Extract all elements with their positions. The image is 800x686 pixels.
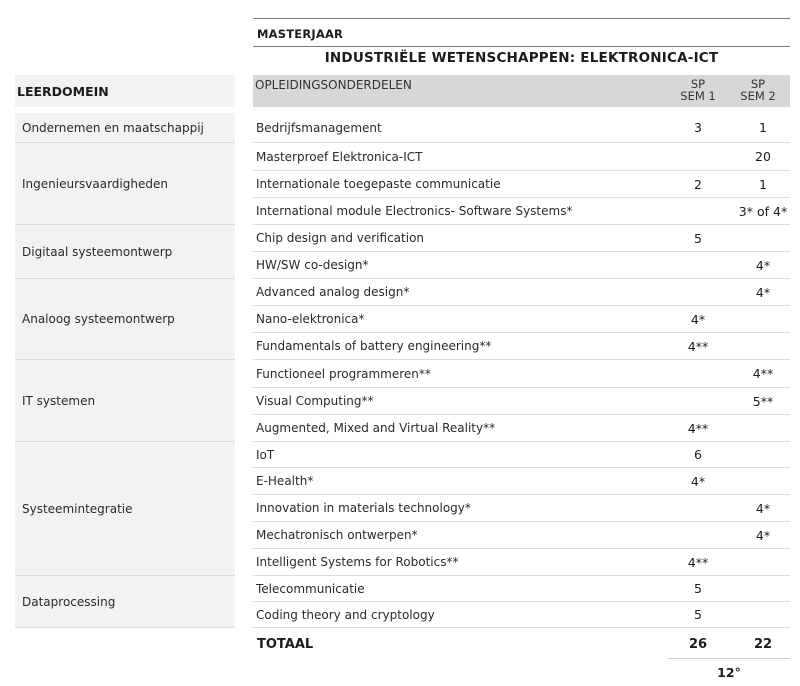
sem1-column-header (668, 78, 728, 102)
course-column-header (253, 75, 790, 107)
program-title: INDUSTRIËLE WETENSCHAPPEN: ELEKTRONICA-ICT (324, 50, 719, 66)
total-extra: 12° (717, 665, 741, 680)
table-row (253, 360, 790, 388)
table-row (253, 415, 790, 442)
sem2-value: 4* (755, 257, 771, 273)
domain-cell (15, 225, 235, 279)
sem1-value: 5 (694, 230, 702, 246)
sem2-value (733, 576, 793, 601)
course-name: Bedrijfsmanagement (256, 120, 382, 135)
domain-cell (15, 143, 235, 225)
year-rule (253, 46, 790, 47)
sem2-value: 4* (755, 527, 771, 543)
sem2-value (733, 468, 793, 494)
sem1-value: 4* (690, 311, 706, 327)
table-row (253, 113, 790, 143)
course-name: IoT (256, 447, 275, 462)
sem2-value: 4** (752, 366, 774, 381)
course-name: Coding theory and cryptology (256, 607, 435, 622)
domain-label: Digitaal systeemontwerp (22, 244, 173, 259)
sem2-value: 5** (752, 393, 774, 409)
course-name: Fundamentals of battery engineering** (256, 339, 492, 353)
sem2-value: 4* (755, 284, 771, 300)
sem1-value: 4** (687, 554, 709, 570)
domain-label: Analoog systeemontwerp (22, 312, 175, 326)
sem1-value: 6 (694, 447, 702, 462)
sem1-value (673, 143, 723, 170)
sem1-value: 2 (694, 176, 702, 192)
sem2-value: 1 (759, 176, 767, 192)
sem2-value (733, 602, 793, 627)
sem1-value (673, 198, 723, 224)
domain-cell (15, 360, 235, 442)
sem2-value: 4* (755, 500, 771, 516)
domain-label: Ingenieursvaardigheden (22, 176, 168, 191)
sem1-value: 5 (694, 581, 702, 596)
table-row (253, 252, 790, 279)
sem2-value (733, 225, 793, 251)
course-name: International module Electronics- Software Systems* (256, 204, 573, 218)
table-row (253, 495, 790, 522)
sem1-sp-label: SP (690, 77, 706, 91)
domain-label: IT systemen (22, 393, 96, 408)
sem2-value (733, 333, 793, 359)
sem1-label: SEM 1 (680, 89, 716, 103)
top-rule (253, 18, 790, 19)
course-name: Masterproef Elektronica-ICT (256, 149, 423, 164)
table-row (253, 388, 790, 415)
course-name: Nano-elektronica* (256, 312, 365, 326)
sem2-value: 1 (759, 120, 767, 135)
domain-cell (15, 442, 235, 576)
sem1-value: 4** (687, 420, 709, 436)
sem1-value: 4** (687, 338, 709, 354)
table-row (253, 333, 790, 360)
course-name: Augmented, Mixed and Virtual Reality** (256, 421, 496, 435)
course-name: Intelligent Systems for Robotics** (256, 555, 459, 569)
table-row (253, 442, 790, 468)
table-row (253, 522, 790, 549)
table-row (253, 576, 790, 602)
sem2-value (733, 306, 793, 332)
course-name: Advanced analog design* (256, 285, 410, 299)
sem1-value (673, 360, 723, 387)
domain-column-label: LEERDOMEIN (17, 84, 109, 99)
total-label: TOTAAL (257, 637, 314, 652)
course-name: Visual Computing** (256, 394, 374, 408)
course-name: Innovation in materials technology* (256, 501, 471, 515)
year-label: MASTERJAAR (257, 27, 344, 41)
domain-label: Ondernemen en maatschappij (22, 120, 204, 135)
table-row (253, 171, 790, 198)
sem2-column-header (728, 78, 788, 102)
total-rule (668, 658, 790, 659)
sem1-value (673, 388, 723, 414)
course-name: Internationale toegepaste communicatie (256, 177, 501, 191)
sem2-sp-label: SP (750, 77, 766, 91)
table-row (253, 198, 790, 225)
domain-label: Dataprocessing (22, 594, 116, 609)
course-name: E-Health* (256, 474, 314, 488)
sem2-label: SEM 2 (740, 89, 776, 103)
sem2-value: 20 (755, 149, 771, 164)
sem1-value (673, 495, 723, 521)
sem1-value: 5 (694, 607, 702, 622)
course-column-label: OPLEIDINGSONDERDELEN (255, 78, 412, 92)
domain-label: Systeemintegratie (22, 501, 133, 516)
sem1-value (673, 279, 723, 305)
table-row (253, 468, 790, 495)
sem2-value (733, 415, 793, 441)
sem2-value (733, 442, 793, 467)
table-row (253, 549, 790, 576)
table-row (253, 225, 790, 252)
sem1-value (673, 252, 723, 278)
sem1-value: 4* (690, 473, 706, 489)
table-row (253, 143, 790, 171)
total-sem1: 26 (688, 637, 708, 652)
course-name: Chip design and verification (256, 231, 425, 245)
table-row (253, 306, 790, 333)
sem1-value: 3 (694, 120, 702, 135)
course-name: Functioneel programmeren** (256, 366, 431, 381)
total-sem2: 22 (753, 637, 773, 652)
table-row (253, 602, 790, 628)
domain-cell (15, 576, 235, 628)
course-name: Telecommunicatie (256, 581, 365, 596)
course-name: Mechatronisch ontwerpen* (256, 528, 418, 542)
table-row (253, 279, 790, 306)
sem1-value (673, 522, 723, 548)
domain-cell (15, 113, 235, 143)
domain-cell (15, 279, 235, 360)
course-name: HW/SW co-design* (256, 258, 369, 272)
sem2-value (733, 549, 793, 575)
sem2-value: 3* of 4* (738, 203, 788, 219)
domain-column-header (15, 75, 235, 107)
